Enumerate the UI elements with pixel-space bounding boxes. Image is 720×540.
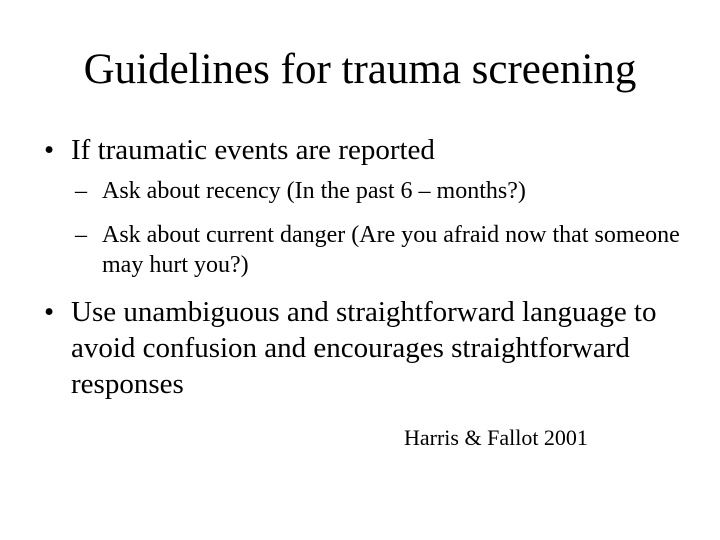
citation: Harris & Fallot 2001	[404, 425, 588, 450]
bullet-item	[44, 294, 684, 402]
sub-bullet-marker: –	[75, 222, 87, 248]
bullet-text: If traumatic events are reported	[71, 134, 435, 166]
sub-bullet-item	[75, 176, 685, 206]
slide-title: Guidelines for trauma screening	[83, 46, 637, 93]
bullet-item	[44, 132, 684, 168]
bullet-text: Use unambiguous and straightforward language to avoid confusion and encourages straightforward responses	[71, 296, 657, 400]
sub-bullet-item	[75, 220, 685, 280]
bullet-marker: •	[44, 134, 55, 166]
sub-bullet-marker: –	[75, 178, 87, 204]
sub-bullet-text: Ask about current danger (Are you afraid now that someone may hurt you?)	[102, 222, 680, 278]
bullet-marker: •	[44, 296, 55, 328]
sub-bullet-text: Ask about recency (In the past 6 – months?)	[102, 178, 526, 204]
